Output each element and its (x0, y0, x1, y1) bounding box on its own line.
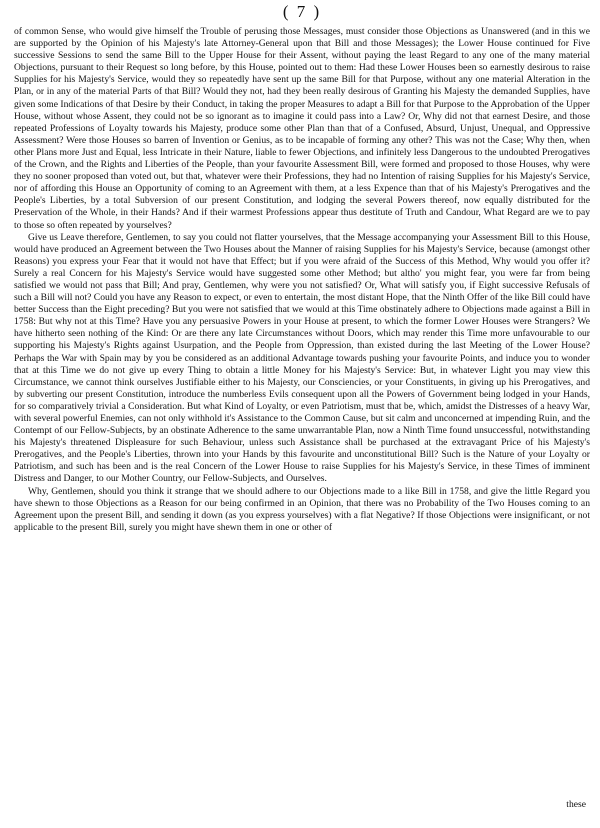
paragraph-3: Why, Gentlemen, should you think it strange that we should adhere to our Objections made to a like Bill in 1758, and give the little Regard you have shewn to those Objections as a Reason for our being confirmed in an Opinion, that there was no Probability of the Two Houses coming to an Agreement upon the present Bill, and sending it down (as you express yourselves) with a flat Negative? If those Objections were insignificant, or not applicable to the present Bill, surely you might have shewn them in one or other of (14, 485, 590, 533)
body-text (14, 26, 590, 534)
paragraph-1: of common Sense, who would give himself the Trouble of perusing those Messages, must consider those Objections as Unanswered (and in this we are supported by the Opinion of his Majesty's late Attorney-General upon that Bill and those Messages); the Lower House continued for Five successive Sessions to send the same Bill to the Upper House for their Assent, without paying the least Regard to any one of the many material Objections, pursuant to their Request so long before, by this House, pointed out to them: Had these Lower Houses been so earnestly desirous to raise Supplies for his Majesty's Service, would they so repeatedly have sent up the same Bill for that Purpose, without any one material Alteration in the Plan, or in any of the material Parts of that Bill? Would they not, had they been really desirous of Granting his Majesty the demanded Supplies, have given some Indications of that Desire by their Conduct, in taking the proper Measures to adapt a Bill for that Purpose to the Approbation of the Upper House, without whose Assent, they could not be so ignorant as to imagine it could pass into a Law? Or, Why did not that earnest Desire, and those repeated Professions of Loyalty towards his Majesty, produce some other Plan than that of a Confused, Absurd, Unjust, Unequal, and Oppressive Assessment? Were those Houses so barren of Invention or Genius, as to be incapable of forming any other? This was not the Case; Why then, when other Plans more Just and Equal, less Intricate in their Nature, liable to fewer Objections, and infinitely less Dangerous to the undoubted Prerogatives of the Crown, and the Rights and Liberties of the People, than your favourite Assessment Bill, were formed and proposed to those Houses, why were they no sooner proposed than voted out, but that, whatever were their Professions, they had no Intention of raising Supplies for his Majesty's Service, nor of affording this House an Opportunity of coming to an Agreement with them, at a less Expence than that of his Majesty's Prerogatives and the People's Liberties, by a total Subversion of our present Constitution, and lodging the several Powers thereof, now equally distributed for the Preservation of the Whole, in their Hands? And if their warmest Professions appear thus destitute of Truth and Candour, What Regard are we to pay to those so often repeated by yourselves? (14, 26, 590, 231)
page-number: ( 7 ) (282, 2, 322, 21)
catchword: these (566, 799, 586, 810)
paragraph-2: Give us Leave therefore, Gentlemen, to say you could not flatter yourselves, that the Message accompanying your Assessment Bill to this House, would have produced an Agreement between the Two Houses about the Manner of raising Supplies for his Majesty's Service, because (amongst other Reasons) you express your Fear that it would not have that Effect; but if you were afraid of the Success of this Method, Why would you offer it? Surely a real Concern for his Majesty's Service would have suggested some other Method; but altho' you might fear, you were far from being satisfied we would not pass that Bill; And pray, Gentlemen, why were you not satisfied? Or, What will satisfy you, if Eight successive Refusals of such a Bill will not? Could you have any Reason to expect, or even to entertain, the most distant Hope, that the Ninth Offer of the like Bill could have better Success than the Eight preceding? But you were not satisfied that we would at this Time obstinately adhere to Objections made against a Bill in 1758: But why not at this Time? Have you any persuasive Powers in your House at present, to which the former Lower Houses were Strangers? We have hitherto seen nothing of the Kind: Or are there any late Circumstances without Doors, which may render this Time more unfavourable to our supporting his Majesty's Rights against Usurpation, and the People from Oppression, than existed during the last Meeting of the Lower House? Perhaps the War with Spain may by you be considered as an additional Advantage towards pushing your favourite Points, and induce you to wonder that at this Time we do not give up every Thing to obtain a little Money for his Majesty's Service: But, in whatever Light you may view this Circumstance, we cannot think ourselves Justifiable either to his Majesty, our Consciencies, or your Constituents, in giving up his Prerogatives, and by subverting our present Constitution, introduce the numberless Evils consequent upon all the Powers of Government being lodged in your Hands, for so comparatively trivial a Consideration. But what Kind of Loyalty, or even Patriotism, must that be, which, amidst the Distresses of a heavy War, with several powerful Enemies, can not only withhold it's Assistance to the Common Cause, but sit calm and unconcerned at impending Ruin, and the Contempt of our Fellow-Subjects, by an obstinate Adherence to the same unwarrantable Plan, now a Ninth Time found unsuccessful, notwithstanding his Majesty's threatened Displeasure for such Behaviour, unless such Assistance shall be purchased at the extravagant Price of his Majesty's Prerogatives, and the People's Liberties, thrown into your Hands by this favourite and unconstitutional Bill? Such is the Nature of your Loyalty or Patriotism, and such has been and is the real Concern of the Lower House to raise Supplies for his Majesty's Service, in these Times of imminent Distress and Danger, to our Mother Country, our Fellow-Subjects, and Ourselves. (14, 231, 590, 485)
